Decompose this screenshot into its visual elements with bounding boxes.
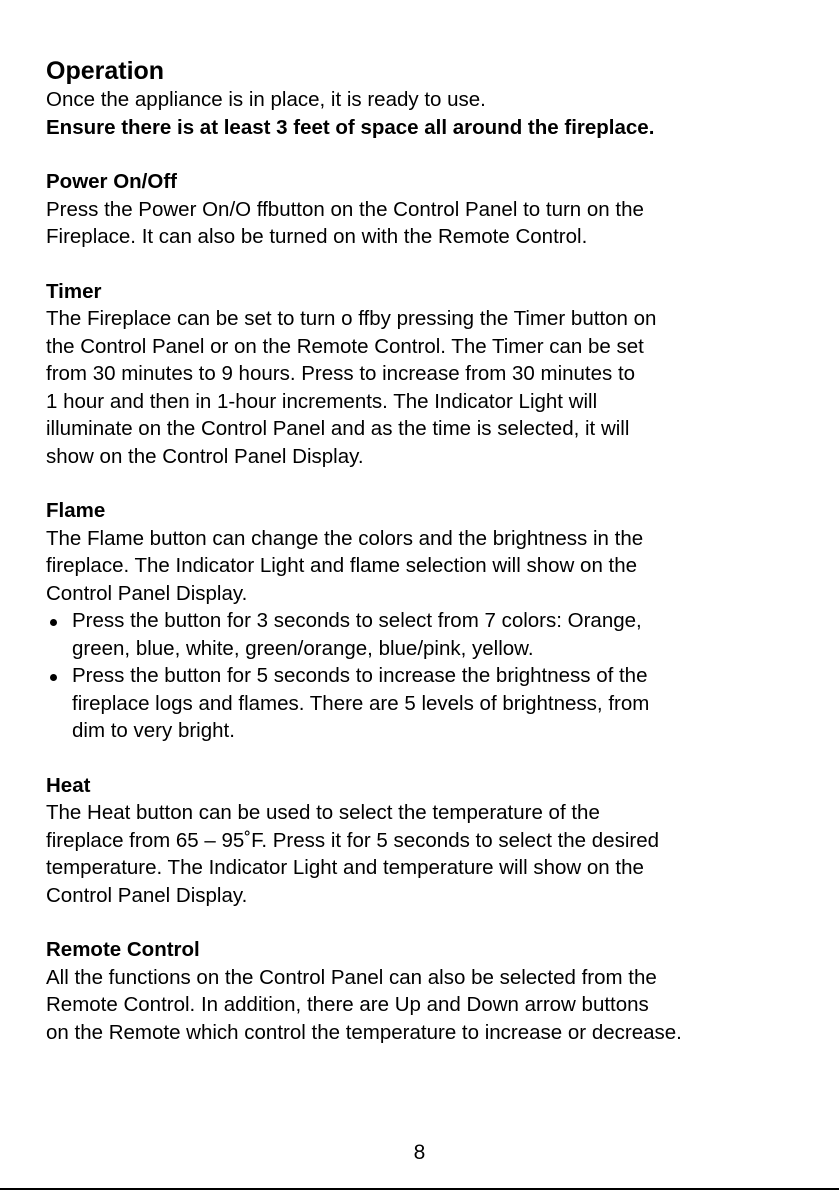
bullet-line: fireplace logs and flames. There are 5 levels of brightness, from <box>72 691 650 715</box>
remote-line: on the Remote which control the temperature to increase or decrease. <box>46 1020 682 1044</box>
remote-line: Remote Control. In addition, there are Up and Down arrow buttons <box>46 993 649 1016</box>
timer-line: 1 hour and then in 1-hour increments. The Indicator Light will <box>46 389 598 413</box>
timer-line: show on the Control Panel Display. <box>46 444 364 468</box>
flame-line: fireplace. The Indicator Light and flame selection will show on the <box>46 554 638 577</box>
section-power <box>46 168 826 251</box>
section-remote <box>46 936 826 1046</box>
manual-page <box>46 56 826 1046</box>
section-flame <box>46 497 826 745</box>
bullet-line: green, blue, white, green/orange, blue/pink, yellow. <box>72 636 534 660</box>
timer-line: illuminate on the Control Panel and as the time is selected, it will <box>46 417 630 440</box>
safety-warning: Ensure there is at least 3 feet of space all around the fireplace. <box>46 115 655 139</box>
heat-line: Control Panel Display. <box>46 883 248 907</box>
timer-line: The Fireplace can be set to turn o ffby pressing the Timer button on <box>46 307 657 330</box>
bullet-line: dim to very bright. <box>72 719 235 742</box>
flame-line: Control Panel Display. <box>46 581 248 605</box>
remote-line: All the functions on the Control Panel can also be selected from the <box>46 965 657 989</box>
intro <box>46 86 826 141</box>
timer-line: the Control Panel or on the Remote Control. The Timer can be set <box>46 334 644 358</box>
section-heading-flame: Flame <box>46 499 106 522</box>
heat-line: fireplace from 65 – 95˚F. Press it for 5 seconds to select the desired <box>46 828 660 852</box>
bullet-line: Press the button for 3 seconds to select from 7 colors: Orange, <box>72 609 642 632</box>
section-heat <box>46 772 826 910</box>
power-line: Fireplace. It can also be turned on with the Remote Control. <box>46 225 588 248</box>
page-number: 8 <box>413 1141 426 1164</box>
section-heading-timer: Timer <box>46 279 102 303</box>
section-heading-remote: Remote Control <box>46 938 200 961</box>
timer-line: from 30 minutes to 9 hours. Press to increase from 30 minutes to <box>46 362 636 385</box>
flame-line: The Flame button can change the colors and the brightness in the <box>46 526 644 550</box>
page-title: Operation <box>46 57 165 85</box>
flame-bullet-brightness <box>46 662 826 745</box>
heat-line: temperature. The Indicator Light and temperature will show on the <box>46 856 644 879</box>
bottom-rule <box>0 1188 839 1190</box>
power-line: Press the Power On/O ffbutton on the Control Panel to turn on the <box>46 197 644 221</box>
heat-line: The Heat button can be used to select the temperature of the <box>46 801 600 824</box>
intro-line: Once the appliance is in place, it is ready to use. <box>46 88 486 111</box>
section-heading-heat: Heat <box>46 773 91 797</box>
section-timer <box>46 278 826 471</box>
bullet-line: Press the button for 5 seconds to increase the brightness of the <box>72 664 648 687</box>
section-heading-power: Power On/Off <box>46 170 177 193</box>
flame-bullet-colors <box>46 607 826 662</box>
